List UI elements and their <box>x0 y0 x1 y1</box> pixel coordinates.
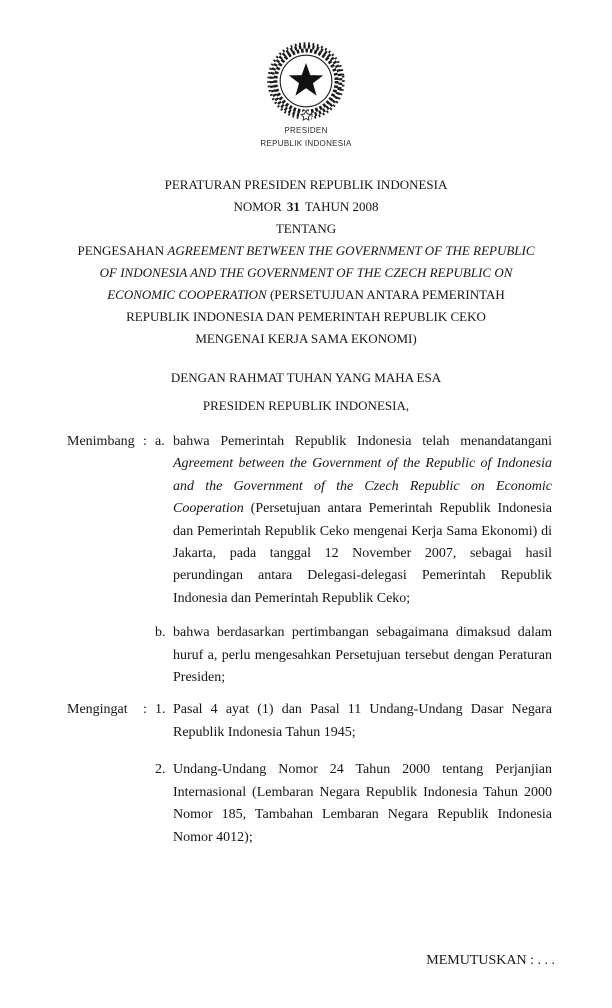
subject-line-3 <box>0 284 612 306</box>
menimbang-label: Menimbang <box>67 434 135 449</box>
title-block <box>0 174 612 350</box>
item-1-pre: Pasal 4 ayat (1) dan Pasal 11 Undang-Undang Dasar Negara Republik Indonesia Tahun 1945; <box>173 702 552 740</box>
tentang-label: TENTANG <box>275 221 337 236</box>
item-b-pre: bahwa berdasarkan pertimbangan sebagaimana dimaksud dalam huruf a, perlu mengesahkan Persetujuan tersebut dengan Peraturan Presiden; <box>173 625 552 686</box>
regulation-number-line <box>0 196 612 218</box>
section-mengingat <box>67 699 552 863</box>
mengingat-item-1 <box>155 699 552 744</box>
nomor-year: TAHUN 2008 <box>304 199 379 214</box>
item-a-pre: bahwa Pemerintah Republik Indonesia telah menandatangani <box>173 434 552 449</box>
nomor-number: 31 <box>286 199 300 214</box>
subject-1-pre: PENGESAHAN <box>77 243 168 258</box>
mengingat-item-2 <box>155 759 552 849</box>
memutuskan-line: MEMUTUSKAN : . . . <box>426 952 555 968</box>
subject-line-4 <box>0 306 612 328</box>
invocation-line: DENGAN RAHMAT TUHAN YANG MAHA ESA <box>170 370 442 385</box>
item-a-marker: a. <box>155 434 165 449</box>
presidential-seal-icon <box>260 38 352 124</box>
mengingat-colon: : <box>143 702 147 718</box>
item-b-marker: b. <box>155 625 166 641</box>
regulation-title: PERATURAN PRESIDEN REPUBLIK INDONESIA <box>164 177 448 192</box>
section-menimbang <box>67 431 552 689</box>
subject-3-italic: ECONOMIC COOPERATION <box>107 287 267 302</box>
item-1-text <box>173 699 552 744</box>
mengingat-label: Mengingat <box>67 702 128 718</box>
subject-2-italic: OF INDONESIA AND THE GOVERNMENT OF THE CZECH REPUBLIC ON <box>99 265 513 280</box>
item-a-post: (Persetujuan antara Pemerintah Republik Indonesia dan Pemerintah Republik Ceko mengenai Kerja Sama Ekonomi) di Jakarta, pada tanggal 12 November 2007, sebagai hasil perundingan antara Delegasi-delegasi Pemerintah Republik Indonesia dan Pemerintah Republik Ceko; <box>173 501 552 606</box>
letterhead-presiden: PRESIDEN <box>284 126 328 135</box>
item-2-pre: Undang-Undang Nomor 24 Tahun 2000 tentang Perjanjian Internasional (Lembaran Negara Republik Indonesia Tahun 2000 Nomor 185, Tambahan Lembaran Negara Republik Indonesia Nomor 4012); <box>173 762 552 845</box>
item-1-marker: 1. <box>155 702 166 718</box>
subject-line-1 <box>0 240 612 262</box>
subject-line-5 <box>0 328 612 350</box>
letterhead-republik-indonesia: REPUBLIK INDONESIA <box>260 138 352 148</box>
item-2-marker: 2. <box>155 762 166 778</box>
subject-3-post: (PERSETUJUAN ANTARA PEMERINTAH <box>266 287 505 302</box>
item-a-italic: Agreement between the Government of the Republic of Indonesia and the Government of the Czech Republic on Economic Cooperation <box>173 456 552 517</box>
subject-5-pre: MENGENAI KERJA SAMA EKONOMI) <box>195 331 417 346</box>
subject-line-2 <box>0 262 612 284</box>
menimbang-item-b <box>155 622 552 689</box>
subject-4-pre: REPUBLIK INDONESIA DAN PEMERINTAH REPUBLIK CEKO <box>126 309 486 324</box>
subject-1-italic: AGREEMENT BETWEEN THE GOVERNMENT OF THE REPUBLIC <box>167 243 535 258</box>
menimbang-item-a <box>155 431 552 610</box>
item-2-text <box>173 759 552 849</box>
menimbang-colon: : <box>143 434 147 449</box>
letterhead <box>0 0 612 149</box>
nomor-label: NOMOR <box>233 199 282 214</box>
item-a-text <box>173 431 552 610</box>
issuer-line: PRESIDEN REPUBLIK INDONESIA, <box>202 398 410 413</box>
item-b-text <box>173 622 552 689</box>
preambulary-sections <box>0 431 612 864</box>
